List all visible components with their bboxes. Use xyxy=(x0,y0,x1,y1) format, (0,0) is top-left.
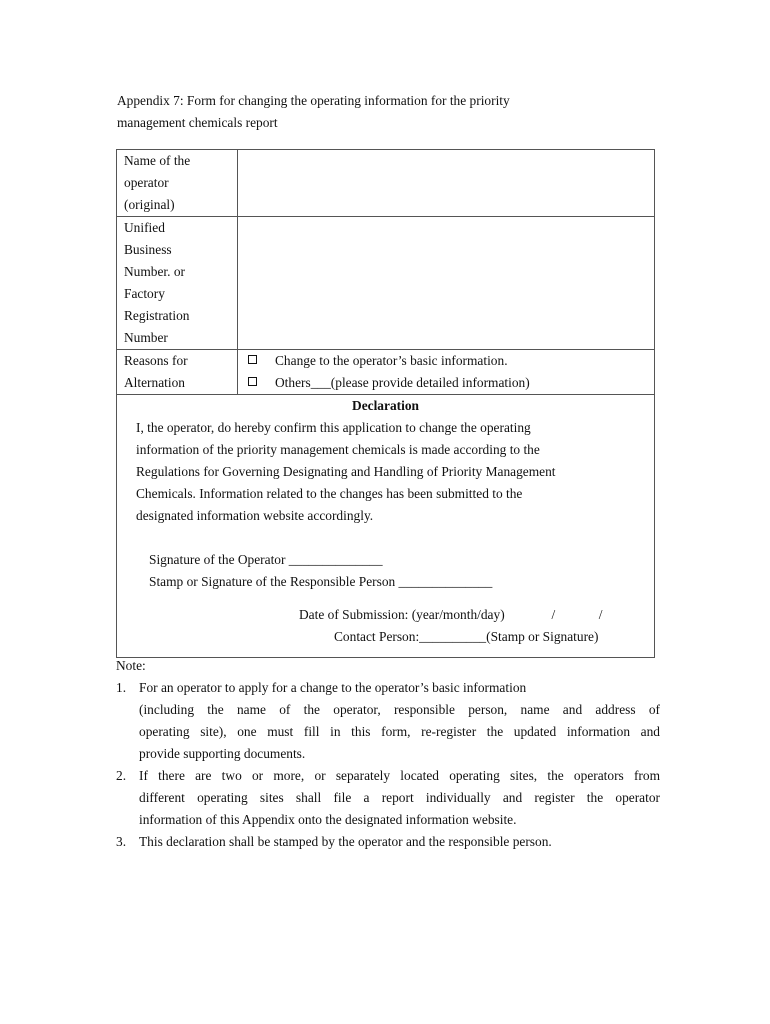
business-number-label-line: Number. or xyxy=(124,264,185,279)
business-number-label-line: Business xyxy=(124,242,172,257)
business-number-label-line: Number xyxy=(124,330,168,345)
declaration-section xyxy=(117,395,655,658)
reasons-row xyxy=(117,350,655,395)
declaration-line: information of the priority management chemicals is made according to the xyxy=(136,442,540,457)
note-item xyxy=(116,677,660,765)
submission-date-line[interactable]: Date of Submission: (year/month/day) / / xyxy=(299,607,603,622)
declaration-heading: Declaration xyxy=(352,398,419,413)
form-title xyxy=(117,90,637,133)
declaration-body xyxy=(136,417,636,527)
business-number-field[interactable] xyxy=(238,217,655,350)
note-line: (including the name of the operator, responsible person, name and address of xyxy=(139,702,660,717)
note-line: If there are two or more, or separately located operating sites, the operators from xyxy=(139,768,660,783)
note-item xyxy=(116,765,660,831)
responsible-signature-line[interactable]: Stamp or Signature of the Responsible Person ______________ xyxy=(149,574,493,589)
signature-block xyxy=(149,549,654,593)
reasons-label-line: Alternation xyxy=(124,375,185,390)
note-line: This declaration shall be stamped by the operator and the responsible person. xyxy=(139,834,552,849)
declaration-line: Chemicals. Information related to the changes has been submitted to the xyxy=(136,486,523,501)
note-number: 1. xyxy=(116,680,127,695)
notes-list xyxy=(116,677,660,853)
note-item xyxy=(116,831,660,853)
note-line: information of this Appendix onto the designated information website. xyxy=(139,812,517,827)
reasons-options xyxy=(238,350,655,395)
business-number-label xyxy=(117,217,238,350)
form-title-line-2: management chemicals report xyxy=(117,114,278,130)
business-number-label-line: Registration xyxy=(124,308,190,323)
notes-label: Note: xyxy=(116,658,146,673)
note-line: For an operator to apply for a change to the operator’s basic information xyxy=(139,680,527,695)
contact-person-line[interactable]: Contact Person:__________(Stamp or Signature) xyxy=(334,629,599,644)
declaration-row xyxy=(117,395,655,658)
business-number-label-line: Unified xyxy=(124,220,165,235)
reason-option-others[interactable] xyxy=(238,372,654,394)
reason-option-label: Others___(please provide detailed information) xyxy=(275,375,530,390)
business-number-row xyxy=(117,217,655,350)
declaration-line: I, the operator, do hereby confirm this application to change the operating xyxy=(136,420,531,435)
checkbox-others[interactable] xyxy=(248,377,257,386)
reasons-label-line: Reasons for xyxy=(124,353,188,368)
note-number: 3. xyxy=(116,834,127,849)
declaration-line: designated information website accordingly. xyxy=(136,508,374,523)
change-form-table xyxy=(116,149,655,658)
declaration-line: Regulations for Governing Designating and Handling of Priority Management xyxy=(136,464,556,479)
note-number: 2. xyxy=(116,768,127,783)
operator-name-label xyxy=(117,150,238,217)
business-number-label-line: Factory xyxy=(124,286,165,301)
reason-option-label: Change to the operator’s basic information. xyxy=(275,353,508,368)
form-title-line-1: Appendix 7: Form for changing the operating information for the priority xyxy=(117,93,510,108)
operator-name-label-line: operator xyxy=(124,175,169,190)
reason-option-basic-info[interactable] xyxy=(238,350,654,372)
note-line: operating site), one must fill in this form, re-register the updated information and xyxy=(139,724,660,739)
operator-name-field[interactable] xyxy=(238,150,655,217)
checkbox-basic-info[interactable] xyxy=(248,355,257,364)
reasons-label xyxy=(117,350,238,395)
operator-signature-line[interactable]: Signature of the Operator ______________ xyxy=(149,552,383,567)
operator-name-label-line: Name of the xyxy=(124,153,191,168)
note-line: provide supporting documents. xyxy=(139,746,306,761)
note-line: different operating sites shall file a report individually and register the operator xyxy=(139,790,660,805)
operator-name-row xyxy=(117,150,655,217)
operator-name-label-line: (original) xyxy=(124,197,175,212)
